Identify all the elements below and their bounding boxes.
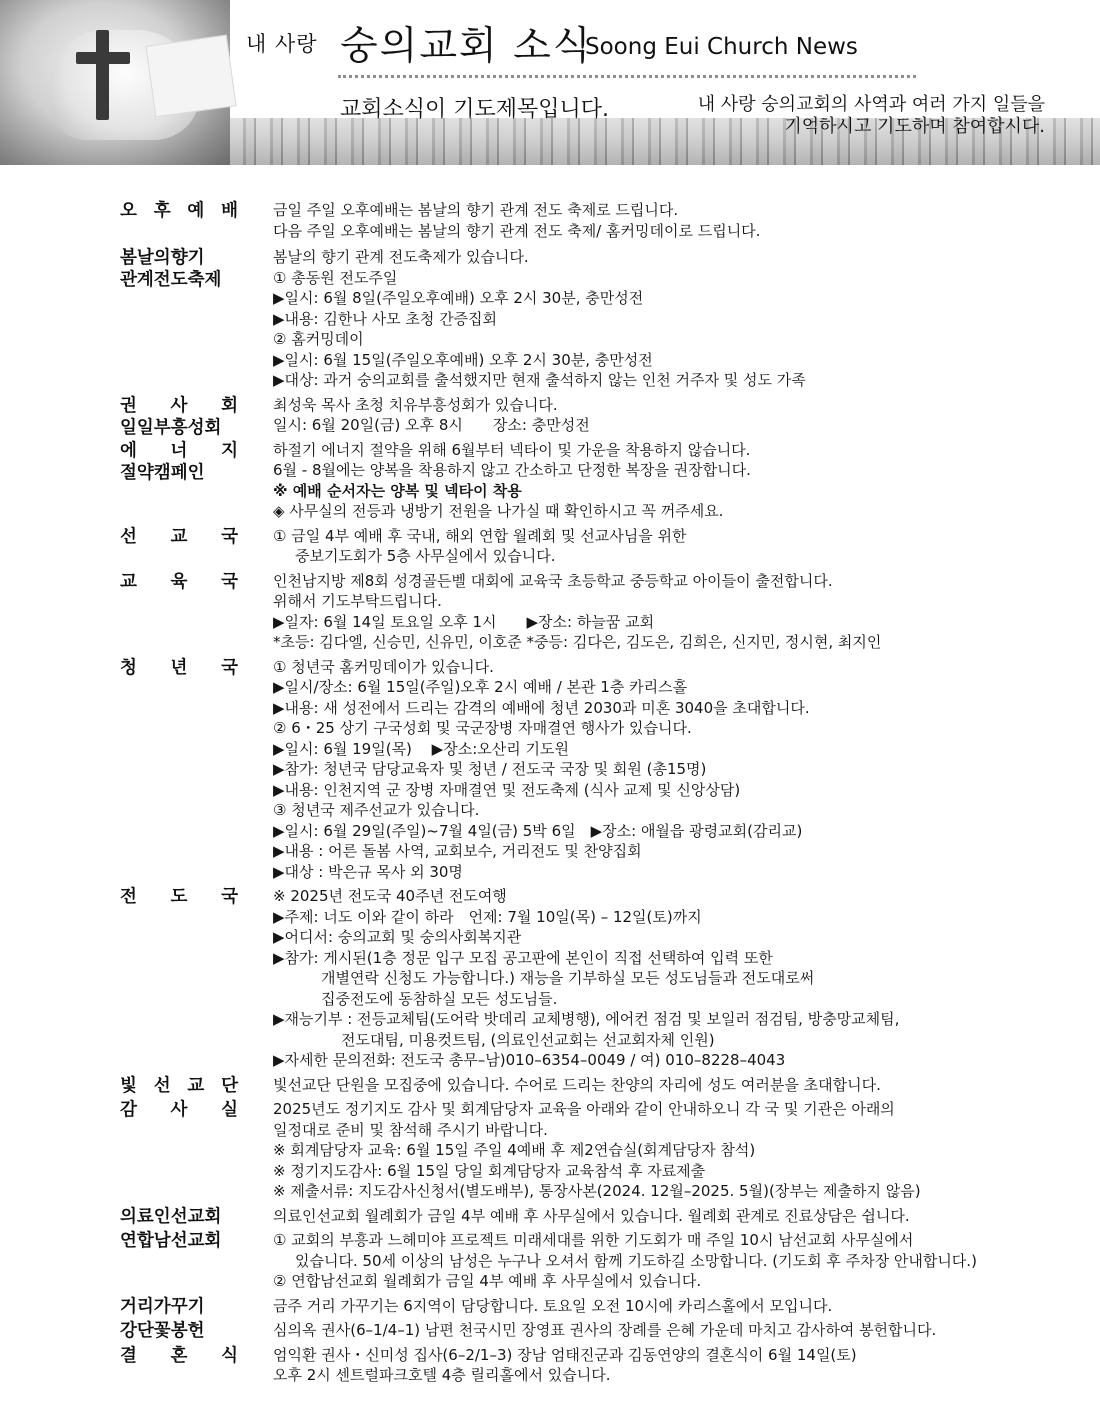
announcement-section	[0, 1230, 1100, 1292]
section-label	[120, 1296, 238, 1318]
section-label-line: 강단꽃봉헌	[120, 1321, 205, 1341]
announcement-section	[0, 1206, 1100, 1227]
body-line: *초등: 김다엘, 신승민, 신유민, 이호준 *중등: 김다은, 김도은, 김희은, 신지민, 정시현, 최지인	[273, 633, 882, 651]
body-line: 있습니다. 50세 이상의 남성은 누구나 오셔서 함께 기도하길 소망합니다. (기도회 후 주차장 안내합니다.)	[295, 1251, 977, 1270]
body-line: ▶내용 : 어른 돌봄 사역, 교회보수, 거리전도 및 찬양집회	[273, 842, 642, 860]
body-line: 심의옥 권사(6–1/4–1) 남편 천국시민 장영표 권사의 장례를 은혜 가운데 마치고 감사하여 봉헌합니다.	[273, 1321, 937, 1339]
section-body	[273, 1206, 1073, 1227]
section-body	[273, 1345, 1073, 1386]
section-label-line: 청 년 국	[120, 657, 238, 678]
section-label	[120, 247, 238, 291]
announcement-section	[0, 571, 1100, 653]
section-label-line: 일일부흥성회	[120, 417, 222, 438]
body-line: 위해서 기도부탁드립니다.	[273, 592, 442, 610]
body-line: ① 금일 4부 예배 후 국내, 해외 연합 월례회 및 선교사님을 위한	[273, 526, 687, 545]
announcement-section	[0, 247, 1100, 391]
body-line: 하절기 에너지 절약을 위해 6월부터 넥타이 및 가운을 착용하지 않습니다.	[273, 440, 751, 459]
body-line: ▶일시: 6월 8일(주일오후예배) 오후 2시 30분, 충만성전	[273, 289, 644, 307]
body-line: 금주 거리 가꾸기는 6지역이 담당합니다. 토요일 오전 10시에 카리스홀에서 모입니다.	[273, 1296, 833, 1315]
section-label	[120, 395, 238, 439]
body-line: ▶일시: 6월 29일(주일)~7월 4일(금) 5박 6일 ▶장소: 애월읍 광령교회(감리교)	[273, 821, 803, 840]
cross-icon	[96, 30, 109, 120]
section-body	[273, 1099, 1073, 1202]
cross-bar	[76, 52, 130, 64]
body-line: ① 총동원 전도주일	[273, 268, 398, 287]
body-line: 다음 주일 오후예배는 봄날의 향기 관계 전도 축제/ 홈커밍데이로 드립니다.	[273, 221, 761, 240]
section-label-line: 전 도 국	[120, 887, 238, 907]
body-line: ▶자세한 문의전화: 전도국 총무–남)010–6354–0049 / 여) 010–8228–4043	[273, 1051, 786, 1069]
body-line: ▶내용: 새 성전에서 드리는 감격의 예배에 청년 2030과 미혼 3040을 초대합니다.	[273, 698, 810, 717]
section-label	[120, 1075, 238, 1097]
body-line: ▶일시/장소: 6월 15일(주일)오후 2시 예배 / 본관 1층 카리스홀	[273, 678, 688, 696]
section-label	[120, 200, 238, 222]
section-label-line: 연합남선교회	[120, 1231, 222, 1251]
section-label-line: 권 사 회	[120, 395, 238, 416]
section-body	[273, 1075, 1073, 1096]
section-label	[120, 1230, 238, 1252]
body-line: ※ 2025년 전도국 40주년 전도여행	[273, 887, 507, 905]
body-line: 금일 주일 오후예배는 봄날의 향기 관계 전도 축제로 드립니다.	[273, 201, 679, 219]
body-line: 봄날의 향기 관계 전도축제가 있습니다.	[273, 248, 529, 266]
section-body	[273, 1296, 1073, 1317]
section-body	[273, 1320, 1073, 1341]
section-label	[120, 440, 238, 484]
body-line: 중보기도회가 5층 사무실에서 있습니다.	[295, 547, 556, 565]
body-line: 2025년도 정기지도 감사 및 회계담당자 교육을 아래와 같이 안내하오니 각 국 및 기관은 아래의	[273, 1100, 895, 1118]
announcement-section	[0, 1345, 1100, 1386]
section-label	[120, 526, 238, 548]
section-label-line: 봄날의향기	[120, 248, 205, 268]
section-label-line: 의료인선교회	[120, 1206, 222, 1227]
section-label-line: 감 사 실	[120, 1100, 238, 1120]
section-label-line: 관계전도축제	[120, 270, 222, 290]
body-line: ※ 정기지도감사: 6월 15일 당일 회계담당자 교육참석 후 자료제출	[273, 1161, 706, 1180]
announcement-section	[0, 886, 1100, 1071]
body-line: 전도대팀, 미용컷트팀, (의료인선교회는 선교회자체 인원)	[341, 1030, 715, 1049]
tagline	[615, 94, 1045, 138]
pre-title: 내 사랑	[246, 32, 318, 56]
section-label-line: 결 혼 식	[120, 1345, 238, 1366]
announcement-section	[0, 1320, 1100, 1341]
body-line: ▶참가: 게시된(1층 정문 입구 모집 공고판에 본인이 직접 선택하여 입력 또한	[273, 948, 773, 967]
section-label	[120, 1320, 238, 1342]
body-line: ▶내용: 인천지역 군 장병 자매결연 및 전도축제 (식사 교제 및 신앙상담)	[273, 780, 741, 799]
body-line: 최성욱 목사 초청 치유부흥성회가 있습니다.	[273, 395, 558, 414]
body-line: ※ 제출서류: 지도감사신청서(별도배부), 통장사본(2024. 12월–2025. 5월)(장부는 제출하지 않음)	[273, 1182, 921, 1200]
announcement-section	[0, 395, 1100, 436]
body-line: ② 6・25 상기 구국성회 및 국군장병 자매결연 행사가 있습니다.	[273, 719, 692, 737]
section-body	[273, 1230, 1073, 1292]
tagline-line: 기억하시고 기도하며 참여합시다.	[784, 116, 1045, 137]
announcement-section	[0, 1075, 1100, 1096]
body-line: ▶어디서: 숭의교회 및 숭의사회복지관	[273, 928, 522, 946]
body-line: 의료인선교회 월례회가 금일 4부 예배 후 사무실에서 있습니다. 월례회 관계로 진료상담은 쉽니다.	[273, 1206, 910, 1225]
section-body	[273, 886, 1073, 1071]
announcement-section	[0, 1099, 1100, 1202]
section-label-line: 빛 선 교 단	[120, 1075, 238, 1096]
body-line: ▶참가: 청년국 담당교육자 및 청년 / 전도국 국장 및 회원 (총15명)	[273, 760, 707, 778]
section-body	[273, 395, 1073, 436]
section-body	[273, 657, 1073, 883]
news-content	[0, 200, 1100, 1386]
section-label	[120, 1206, 238, 1228]
body-line: 일시: 6월 20일(금) 오후 8시 장소: 충만성전	[273, 416, 590, 434]
body-line: 일정대로 준비 및 참석해 주시기 바랍니다.	[273, 1120, 548, 1139]
body-line: 오후 2시 센트럴파크호텔 4층 릴리홀에서 있습니다.	[273, 1366, 611, 1384]
section-label-line: 교 육 국	[120, 571, 238, 592]
body-line: ① 청년국 홈커밍데이가 있습니다.	[273, 657, 494, 676]
body-line: 빛선교단 단원을 모집중에 있습니다. 수어로 드리는 찬양의 자리에 성도 여러분을 초대합니다.	[273, 1075, 881, 1094]
dotted-divider	[338, 75, 916, 78]
body-line: ▶일자: 6월 14일 토요일 오후 1시 ▶장소: 하늘꿈 교회	[273, 612, 655, 631]
section-label-line: 절약캠페인	[120, 462, 205, 483]
praying-hands-photo	[0, 0, 230, 165]
body-line: ▶대상: 과거 숭의교회를 출석했지만 현재 출석하지 않는 인천 거주자 및 성도 가족	[273, 371, 806, 389]
section-label-line: 거리가꾸기	[120, 1296, 205, 1317]
announcement-section	[0, 200, 1100, 241]
body-line: ③ 청년국 제주선교가 있습니다.	[273, 801, 480, 819]
body-line: ※ 예배 순서자는 양복 및 넥타이 착용	[273, 481, 522, 500]
body-line: 6월 - 8월에는 양복을 착용하지 않고 간소하고 단정한 복장을 권장합니다.	[273, 461, 751, 479]
section-body	[273, 440, 1073, 522]
section-label	[120, 657, 238, 679]
body-line: ▶일시: 6월 15일(주일오후예배) 오후 2시 30분, 충만성전	[273, 350, 653, 369]
body-line: ① 교회의 부흥과 느헤미야 프로젝트 미래세대를 위한 기도회가 매 주일 10시 남선교회 사무실에서	[273, 1231, 914, 1249]
body-line: ② 연합남선교회 월례회가 금일 4부 예배 후 사무실에서 있습니다.	[273, 1272, 702, 1290]
section-body	[273, 526, 1073, 567]
section-label-line: 오 후 예 배	[120, 201, 238, 221]
section-label	[120, 1099, 238, 1121]
body-line: 집중전도에 동참하실 모든 성도님들.	[321, 989, 558, 1008]
body-line: 인천남지방 제8회 성경골든벨 대회에 교육국 초등학교 중등학교 아이들이 출전합니다.	[273, 571, 833, 590]
header-banner	[0, 0, 1100, 165]
body-line: 엄익환 권사・신미성 집사(6–2/1–3) 장남 엄태진군과 김동연양의 결혼식이 6월 14일(토)	[273, 1345, 857, 1364]
body-line: ▶대상 : 박은규 목사 외 30명	[273, 862, 463, 881]
section-body	[273, 200, 1073, 241]
body-line: 개별연락 신청도 가능합니다.) 재능을 기부하실 모든 성도님들과 전도대로써	[321, 969, 815, 987]
tagline-line: 내 사랑 숭의교회의 사역과 여러 가지 일들을	[697, 94, 1045, 115]
body-line: ▶일시: 6월 19일(목) ▶장소:오산리 기도원	[273, 739, 569, 758]
section-body	[273, 247, 1073, 391]
section-label	[120, 886, 238, 908]
section-label-line: 선 교 국	[120, 526, 238, 547]
announcement-section	[0, 440, 1100, 522]
section-body	[273, 571, 1073, 653]
subtitle: 교회소식이 기도제목입니다.	[340, 97, 610, 122]
body-line: ② 홈커밍데이	[273, 330, 364, 348]
body-line: ▶재능기부 : 전등교체팀(도어락 밧데리 교체병행), 에어컨 점검 및 보일러 점검팀, 방충망교체팀,	[273, 1010, 900, 1028]
newsletter-title: 숭의교회 소식	[340, 24, 593, 69]
body-line: ▶내용: 김한나 사모 초청 간증집회	[273, 309, 498, 328]
announcement-section	[0, 657, 1100, 883]
paper-image	[145, 35, 236, 118]
body-line: ※ 회계담당자 교육: 6월 15일 주일 4예배 후 제2연습실(회계담당자 참석)	[273, 1141, 756, 1159]
body-line: ◈ 사무실의 전등과 냉방기 전원을 나가실 때 확인하시고 꼭 꺼주세요.	[273, 502, 724, 520]
english-title: Soong Eui Church News	[585, 34, 858, 60]
body-line: ▶주제: 너도 이와 같이 하라 언제: 7월 10일(목) – 12일(토)까지	[273, 907, 702, 926]
section-label-line: 에 너 지	[120, 440, 238, 461]
announcement-section	[0, 526, 1100, 567]
section-label	[120, 1345, 238, 1367]
section-label	[120, 571, 238, 593]
announcement-section	[0, 1296, 1100, 1317]
